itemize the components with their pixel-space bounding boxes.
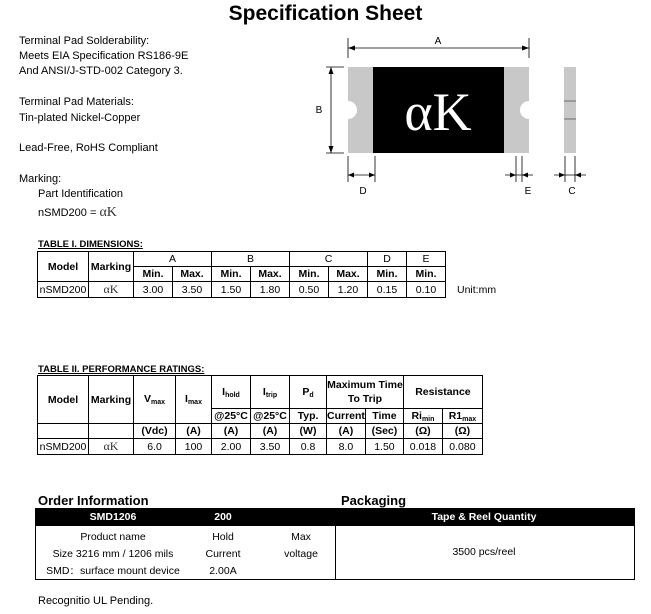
- header-symbol: Ri: [411, 409, 422, 422]
- empty-cell: [89, 424, 134, 439]
- order-heading: Order Information: [38, 493, 149, 508]
- header-max-time-to-trip: Maximum Time To Trip: [327, 376, 404, 409]
- dim-b-arrow-bottom: [329, 146, 334, 153]
- cell-value: 3.50: [251, 439, 290, 455]
- order-box: [35, 508, 635, 580]
- dim-e-arrow-left: [510, 173, 516, 178]
- header-symbol: V: [143, 393, 151, 405]
- dim-b-label: B: [315, 105, 323, 116]
- unit-cell: (Ω): [403, 424, 442, 439]
- cell-marking: αK: [89, 439, 134, 455]
- cell-value: 6.0: [134, 439, 176, 455]
- unit-cell: (A): [251, 424, 290, 439]
- note-line: Meets EIA Specification RS186-9E: [19, 50, 189, 62]
- order-cell: 2.00A: [209, 565, 237, 577]
- subheader-cell: Min.: [134, 267, 173, 282]
- order-row: [36, 563, 335, 580]
- cell-value: 1.50: [212, 282, 251, 298]
- cell-value: 1.50: [365, 439, 403, 455]
- header-model: Model: [38, 252, 89, 282]
- order-row: [36, 546, 335, 563]
- cell-value: 3.00: [134, 282, 173, 298]
- header-subscript: trip: [265, 391, 278, 399]
- order-cell: Hold: [212, 531, 234, 543]
- header-symbol: I: [185, 393, 188, 405]
- subheader-cell: Max.: [251, 267, 290, 282]
- body-marking: αK: [404, 82, 472, 142]
- unit-cell: (A): [212, 424, 251, 439]
- header-r1-max: [442, 409, 482, 424]
- dim-c-label: C: [568, 186, 576, 197]
- cell-value: 100: [176, 439, 212, 455]
- header-symbol: I: [222, 385, 226, 398]
- header-subscript: max: [462, 415, 477, 423]
- dim-d-arrow-left: [348, 173, 354, 178]
- header-imax: [176, 376, 212, 424]
- note-line: And ANSI/J-STD-002 Category 3.: [19, 65, 183, 77]
- dim-e-arrow-right: [522, 173, 528, 178]
- header-ihold: [212, 376, 251, 409]
- side-view-terminal: [564, 67, 576, 153]
- solderability-note: [19, 34, 188, 79]
- table1-caption: TABLE I. DIMENSIONS:: [38, 239, 143, 250]
- marking-symbol: αK: [99, 205, 117, 220]
- order-cell: SMD：surface mount device: [46, 565, 180, 577]
- lead-free-note: Lead-Free, RoHS Compliant: [19, 142, 158, 154]
- subheader-cell: Max.: [329, 267, 368, 282]
- component-drawing: [300, 30, 600, 200]
- right-terminal-pad: [502, 67, 529, 153]
- unit-cell: (W): [290, 424, 327, 439]
- header-a: A: [134, 252, 212, 267]
- header-current: Current: [327, 410, 365, 422]
- dim-a-arrow-left: [348, 46, 355, 51]
- cell-value: 8.0: [327, 439, 366, 455]
- cell-value: 1.20: [329, 282, 368, 298]
- cell-value: 3.50: [173, 282, 212, 298]
- table2-caption: TABLE II. PERFORMANCE RATINGS:: [38, 364, 205, 375]
- header-symbol: P: [302, 385, 310, 398]
- dim-d-arrow-right: [369, 173, 375, 178]
- order-cell: Current: [205, 548, 241, 560]
- header-symbol: R1: [448, 409, 463, 422]
- header-d: D: [368, 252, 407, 267]
- note-line: Tin-plated Nickel-Copper: [19, 112, 141, 124]
- order-details: [36, 529, 335, 580]
- materials-note: [19, 95, 140, 126]
- units-row: [38, 424, 483, 439]
- header-symbol: I: [262, 385, 266, 398]
- dim-c-arrow-left: [559, 173, 565, 178]
- dim-c-arrow-right: [575, 173, 581, 178]
- left-terminal-pad: [348, 67, 375, 153]
- order-cell: Product name: [80, 531, 146, 543]
- cell-model: nSMD200: [38, 439, 89, 455]
- cell-value: 0.8: [290, 439, 327, 455]
- subheader-cell: Max.: [173, 267, 212, 282]
- header-subscript: max: [187, 399, 202, 406]
- header-subscript: hold: [225, 391, 240, 399]
- header-itrip: [251, 376, 290, 409]
- header-e: E: [407, 252, 446, 267]
- part-name: nSMD200 =: [38, 207, 97, 219]
- cell-model: nSMD200: [38, 282, 89, 298]
- marking-label: Marking:: [19, 173, 62, 185]
- order-row: [36, 529, 335, 546]
- note-line: Terminal Pad Solderability:: [19, 35, 150, 47]
- bar-label-hold: 200: [214, 511, 232, 523]
- table-row: [38, 439, 483, 455]
- cell-value: 0.018: [403, 439, 442, 455]
- dim-e-label: E: [524, 186, 532, 197]
- empty-cell: [38, 424, 89, 439]
- header-subscript: max: [151, 399, 166, 406]
- header-ri-min: [403, 409, 442, 424]
- unit-cell: (Vdc): [134, 424, 176, 439]
- cell-value: 1.80: [251, 282, 290, 298]
- header-subscript: d: [309, 391, 314, 399]
- header-time: Time: [365, 409, 403, 424]
- order-cell: Max: [291, 531, 311, 543]
- header-pd: [290, 376, 327, 409]
- packaging-value: 3500 pcs/reel: [452, 546, 516, 558]
- unit-label: Unit:mm: [457, 284, 497, 296]
- dim-d-label: D: [359, 186, 367, 197]
- bar-label-model: SMD1206: [89, 511, 137, 523]
- dim-b-arrow-top: [329, 67, 334, 74]
- cell-value: 2.00: [212, 439, 251, 455]
- header-marking: Marking: [89, 252, 134, 282]
- cell-value: 0.15: [368, 282, 407, 298]
- header-c: C: [290, 252, 368, 267]
- header-vmax: [134, 376, 176, 424]
- header-model: Model: [38, 376, 89, 424]
- note-line: Terminal Pad Materials:: [19, 96, 134, 108]
- unit-cell: (Ω): [442, 424, 482, 439]
- order-header-bar: [36, 509, 634, 526]
- performance-table: [37, 375, 483, 455]
- header-marking: Marking: [89, 376, 134, 424]
- cell-value: 0.080: [442, 439, 482, 455]
- cell-value: 0.50: [290, 282, 329, 298]
- subheader-cell: Min.: [212, 267, 251, 282]
- unit-cell: (A): [327, 424, 366, 439]
- dimensions-table: [37, 251, 446, 298]
- header-typ: Typ.: [290, 409, 327, 424]
- subheader-cell: Min.: [290, 267, 329, 282]
- bar-label-packaging: Tape & Reel Quantity: [431, 511, 537, 523]
- order-cell: Size 3216 mm / 1206 mils: [52, 548, 174, 560]
- page-title: Specification Sheet: [228, 2, 423, 25]
- dim-a-arrow-right: [522, 46, 529, 51]
- unit-cell: (A): [176, 424, 212, 439]
- recognition-note: Recognitio UL Pending.: [38, 595, 154, 607]
- header-condition: @25°C: [212, 409, 251, 424]
- part-identification-label: Part Identification: [38, 188, 123, 200]
- dim-a-label: A: [434, 36, 442, 47]
- part-identification-line: [38, 205, 117, 221]
- table-row: [38, 282, 446, 298]
- cell-value: 0.10: [407, 282, 446, 298]
- cell-marking: αK: [89, 282, 134, 298]
- order-cell: voltage: [284, 548, 318, 560]
- unit-cell: (Sec): [365, 424, 403, 439]
- header-condition: @25°C: [251, 409, 290, 424]
- subheader-cell: Min.: [407, 267, 446, 282]
- header-subscript: min: [421, 415, 435, 423]
- packaging-heading: Packaging: [341, 493, 407, 508]
- header-b: B: [212, 252, 290, 267]
- subheader-cell: Min.: [368, 267, 407, 282]
- header-resistance: Resistance: [403, 376, 482, 409]
